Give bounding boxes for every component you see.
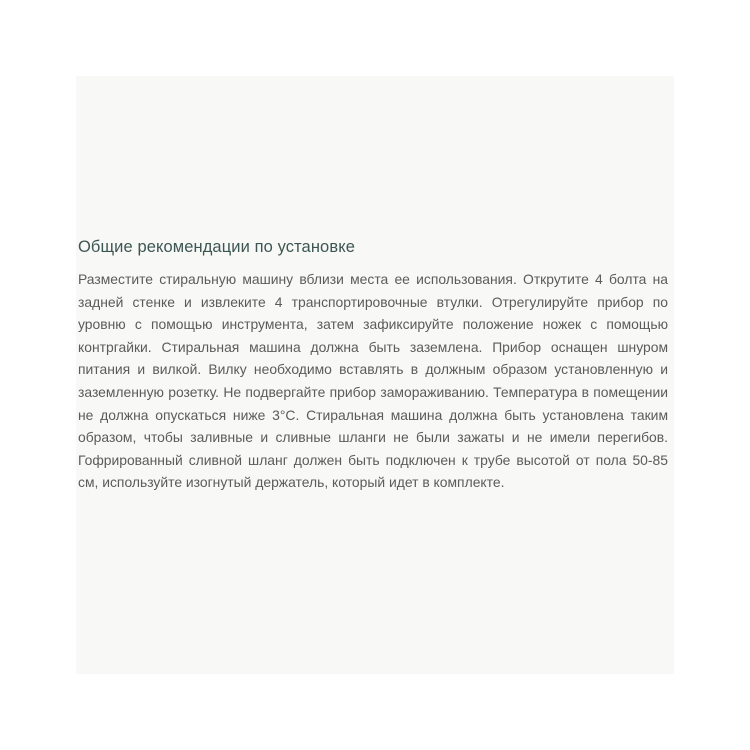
section-heading: Общие рекомендации по установке <box>78 238 355 256</box>
installation-instructions-text: Разместите стиральную машину вблизи места ее использования. Открутите 4 болта на задней стенке и извлеките 4 транспортировочные втулки. Отрегулируйте прибор по уровню с помощью инструмента, затем зафиксируйте положение ножек с помощью контргайки. Стиральная машина должна быть заземлена. Прибор оснащен шнуром питания и вилкой. Вилку необходимо вставлять в должным образом установленную и заземленную розетку. Не подвергайте прибор замораживанию. Температура в помещении не должна опускаться ниже 3°C. Стиральная машина должна быть установлена таким образом, чтобы заливные и сливные шланги не были зажаты и не имели перегибов. Гофрированный сливной шланг должен быть подключен к трубе высотой от пола 50-85 см, используйте изогнутый держатель, который идет в комплекте. <box>78 271 668 491</box>
